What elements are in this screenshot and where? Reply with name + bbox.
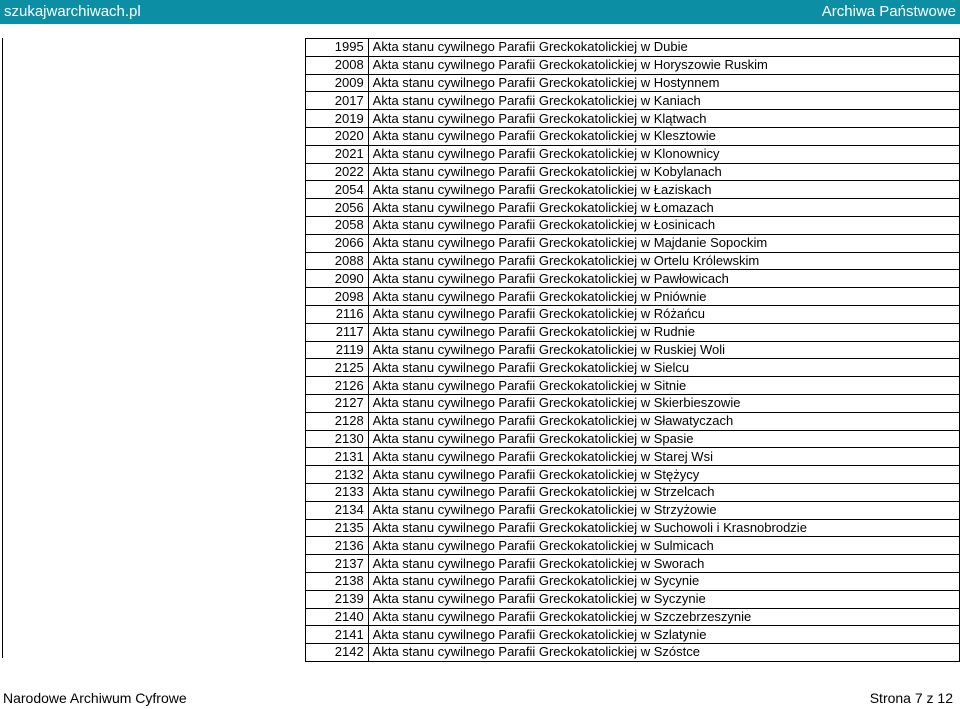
- record-signature: 2142: [306, 644, 369, 662]
- record-title: Akta stanu cywilnego Parafii Greckokatolickiej w Horyszowie Ruskim: [368, 56, 959, 74]
- record-signature: 2056: [306, 199, 369, 217]
- table-row: [306, 555, 960, 573]
- table-row: [306, 216, 960, 234]
- table-row: [306, 56, 960, 74]
- table-row: [306, 234, 960, 252]
- record-signature: 2019: [306, 110, 369, 128]
- footer-publisher: Narodowe Archiwum Cyfrowe: [3, 690, 187, 706]
- record-signature: 2128: [306, 412, 369, 430]
- table-row: [306, 501, 960, 519]
- record-title: Akta stanu cywilnego Parafii Greckokatolickiej w Sulmicach: [368, 537, 959, 555]
- record-title: Akta stanu cywilnego Parafii Greckokatolickiej w Syczynie: [368, 590, 959, 608]
- record-title: Akta stanu cywilnego Parafii Greckokatolickiej w Ortelu Królewskim: [368, 252, 959, 270]
- record-signature: 2134: [306, 501, 369, 519]
- record-title: Akta stanu cywilnego Parafii Greckokatolickiej w Szlatynie: [368, 626, 959, 644]
- record-signature: 2119: [306, 341, 369, 359]
- record-title: Akta stanu cywilnego Parafii Greckokatolickiej w Łomazach: [368, 199, 959, 217]
- table-row: [306, 430, 960, 448]
- table-row: [306, 359, 960, 377]
- record-signature: 2140: [306, 608, 369, 626]
- page-header-bar: [0, 0, 960, 24]
- records-table-body: [306, 39, 960, 662]
- table-row: [306, 519, 960, 537]
- record-signature: 2125: [306, 359, 369, 377]
- record-signature: 2127: [306, 394, 369, 412]
- table-row: [306, 377, 960, 395]
- record-signature: 2008: [306, 56, 369, 74]
- record-title: Akta stanu cywilnego Parafii Greckokatolickiej w Starej Wsi: [368, 448, 959, 466]
- record-title: Akta stanu cywilnego Parafii Greckokatolickiej w Strzyżowie: [368, 501, 959, 519]
- table-row: [306, 252, 960, 270]
- record-title: Akta stanu cywilnego Parafii Greckokatolickiej w Kaniach: [368, 92, 959, 110]
- record-title: Akta stanu cywilnego Parafii Greckokatolickiej w Klątwach: [368, 110, 959, 128]
- record-signature: 2022: [306, 163, 369, 181]
- records-table: [305, 38, 960, 662]
- record-signature: 2066: [306, 234, 369, 252]
- record-title: Akta stanu cywilnego Parafii Greckokatolickiej w Strzelcach: [368, 483, 959, 501]
- table-row: [306, 323, 960, 341]
- record-title: Akta stanu cywilnego Parafii Greckokatolickiej w Sitnie: [368, 377, 959, 395]
- table-row: [306, 110, 960, 128]
- record-title: Akta stanu cywilnego Parafii Greckokatolickiej w Klonownicy: [368, 145, 959, 163]
- table-row: [306, 145, 960, 163]
- record-signature: 2135: [306, 519, 369, 537]
- table-row: [306, 163, 960, 181]
- record-signature: 2126: [306, 377, 369, 395]
- record-title: Akta stanu cywilnego Parafii Greckokatolickiej w Pawłowicach: [368, 270, 959, 288]
- record-signature: 2090: [306, 270, 369, 288]
- record-signature: 2021: [306, 145, 369, 163]
- table-row: [306, 590, 960, 608]
- record-title: Akta stanu cywilnego Parafii Greckokatolickiej w Szczebrzeszynie: [368, 608, 959, 626]
- table-row: [306, 39, 960, 57]
- left-margin-rule: [2, 38, 3, 658]
- record-title: Akta stanu cywilnego Parafii Greckokatolickiej w Stężycy: [368, 466, 959, 484]
- record-title: Akta stanu cywilnego Parafii Greckokatolickiej w Sielcu: [368, 359, 959, 377]
- table-row: [306, 412, 960, 430]
- record-signature: 2054: [306, 181, 369, 199]
- record-title: Akta stanu cywilnego Parafii Greckokatolickiej w Różańcu: [368, 305, 959, 323]
- record-title: Akta stanu cywilnego Parafii Greckokatolickiej w Ruskiej Woli: [368, 341, 959, 359]
- record-signature: 2136: [306, 537, 369, 555]
- record-title: Akta stanu cywilnego Parafii Greckokatolickiej w Sycynie: [368, 572, 959, 590]
- table-row: [306, 644, 960, 662]
- record-title: Akta stanu cywilnego Parafii Greckokatolickiej w Pniównie: [368, 288, 959, 306]
- table-row: [306, 448, 960, 466]
- table-row: [306, 341, 960, 359]
- table-row: [306, 572, 960, 590]
- record-title: Akta stanu cywilnego Parafii Greckokatolickiej w Sławatyczach: [368, 412, 959, 430]
- record-title: Akta stanu cywilnego Parafii Greckokatolickiej w Majdanie Sopockim: [368, 234, 959, 252]
- record-signature: 2098: [306, 288, 369, 306]
- table-row: [306, 466, 960, 484]
- record-signature: 2009: [306, 74, 369, 92]
- table-row: [306, 127, 960, 145]
- record-title: Akta stanu cywilnego Parafii Greckokatolickiej w Skierbieszowie: [368, 394, 959, 412]
- record-title: Akta stanu cywilnego Parafii Greckokatolickiej w Dubie: [368, 39, 959, 57]
- record-signature: 2139: [306, 590, 369, 608]
- record-signature: 2130: [306, 430, 369, 448]
- record-title: Akta stanu cywilnego Parafii Greckokatolickiej w Spasie: [368, 430, 959, 448]
- record-signature: 2017: [306, 92, 369, 110]
- record-title: Akta stanu cywilnego Parafii Greckokatolickiej w Klesztowie: [368, 127, 959, 145]
- page-number: Strona 7 z 12: [869, 690, 953, 706]
- record-signature: 2020: [306, 127, 369, 145]
- record-signature: 2141: [306, 626, 369, 644]
- table-row: [306, 288, 960, 306]
- record-signature: 2137: [306, 555, 369, 573]
- table-row: [306, 537, 960, 555]
- record-signature: 2088: [306, 252, 369, 270]
- table-row: [306, 270, 960, 288]
- record-signature: 2133: [306, 483, 369, 501]
- section-name: Archiwa Państwowe: [821, 3, 956, 20]
- table-row: [306, 92, 960, 110]
- record-signature: 2117: [306, 323, 369, 341]
- record-signature: 2058: [306, 216, 369, 234]
- record-signature: 2138: [306, 572, 369, 590]
- record-signature: 2131: [306, 448, 369, 466]
- record-title: Akta stanu cywilnego Parafii Greckokatolickiej w Rudnie: [368, 323, 959, 341]
- site-name: szukajwarchiwach.pl: [4, 3, 141, 20]
- table-row: [306, 305, 960, 323]
- table-row: [306, 74, 960, 92]
- record-signature: 2116: [306, 305, 369, 323]
- table-row: [306, 626, 960, 644]
- table-row: [306, 483, 960, 501]
- table-row: [306, 181, 960, 199]
- record-title: Akta stanu cywilnego Parafii Greckokatolickiej w Suchowoli i Krasnobrodzie: [368, 519, 959, 537]
- record-signature: 1995: [306, 39, 369, 57]
- table-row: [306, 608, 960, 626]
- record-signature: 2132: [306, 466, 369, 484]
- record-title: Akta stanu cywilnego Parafii Greckokatolickiej w Szóstce: [368, 644, 959, 662]
- record-title: Akta stanu cywilnego Parafii Greckokatolickiej w Łosinicach: [368, 216, 959, 234]
- record-title: Akta stanu cywilnego Parafii Greckokatolickiej w Hostynnem: [368, 74, 959, 92]
- table-row: [306, 199, 960, 217]
- record-title: Akta stanu cywilnego Parafii Greckokatolickiej w Sworach: [368, 555, 959, 573]
- record-title: Akta stanu cywilnego Parafii Greckokatolickiej w Łaziskach: [368, 181, 959, 199]
- table-row: [306, 394, 960, 412]
- record-title: Akta stanu cywilnego Parafii Greckokatolickiej w Kobylanach: [368, 163, 959, 181]
